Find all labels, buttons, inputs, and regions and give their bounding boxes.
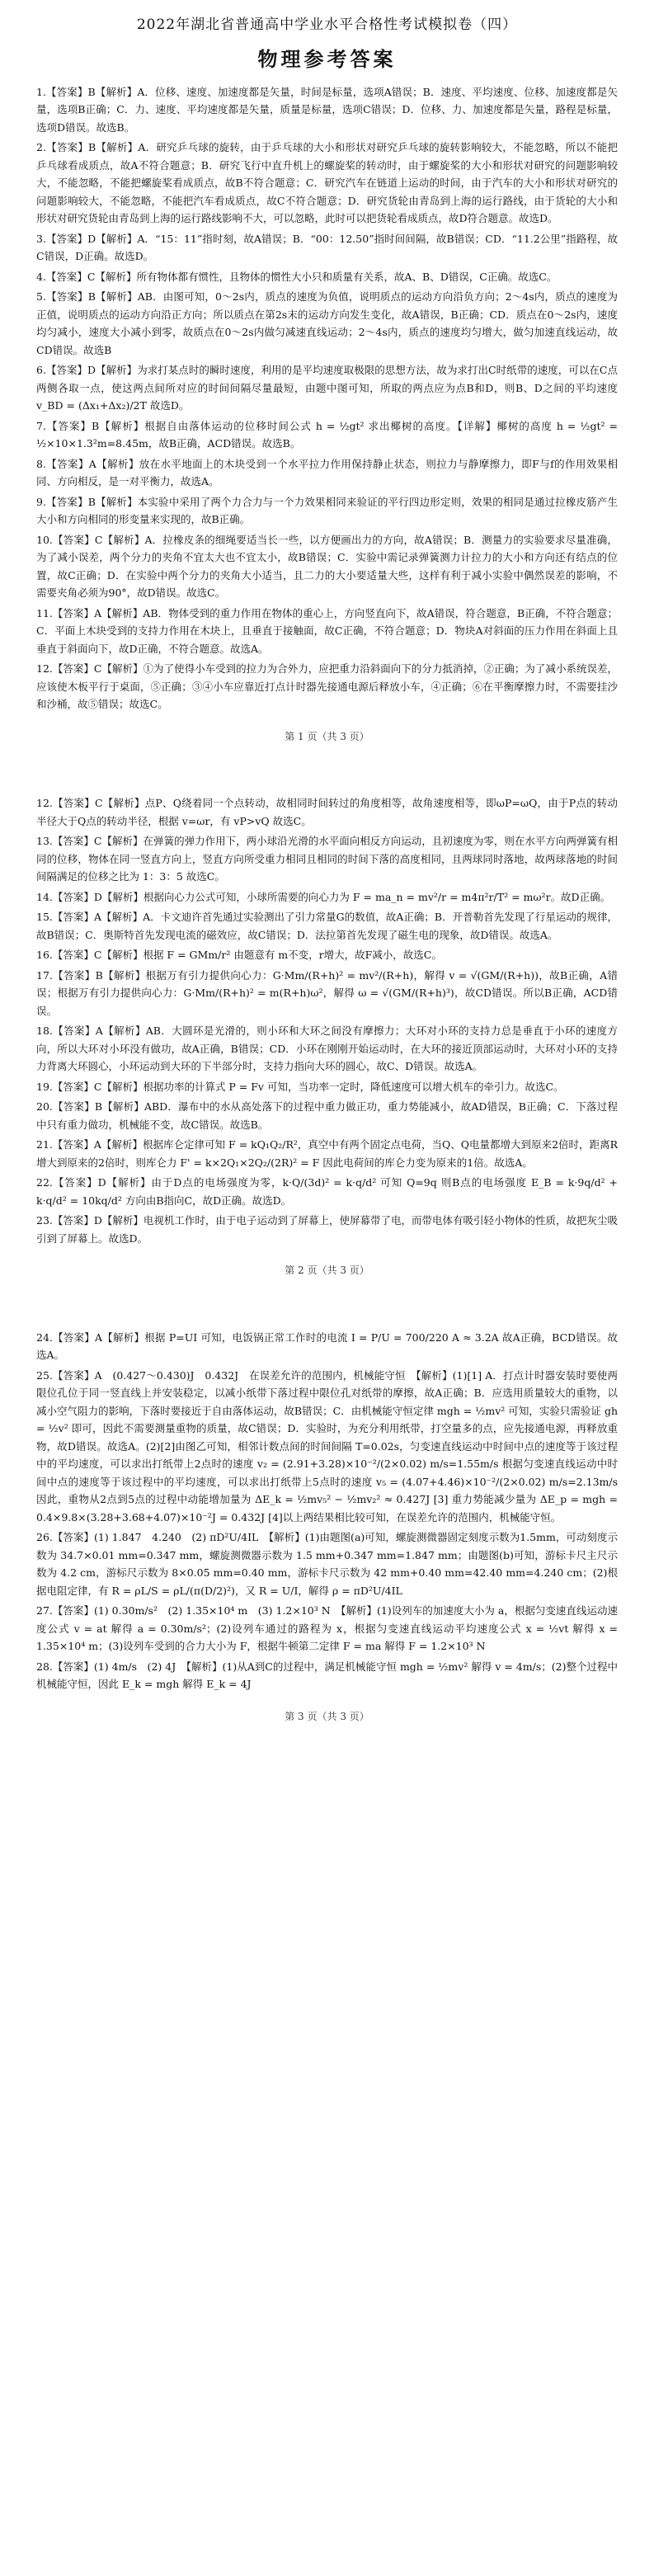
- answer-item: 4.【答案】C【解析】所有物体都有惯性，且物体的惯性大小只和质量有关系，故A、B、D错误，C正确。故选C。: [36, 270, 558, 283]
- answer-item: 18.【答案】A【解析】AB．大圆环是光滑的，则小环和大环之间没有摩擦力；大环对小环的支持力总是垂直于小环的速度方向，所以大环对小环没有做功，故A正确，B错误；CD．小环在刚刚开始运动时，在大环的接近顶部运动时，大环对小环的支持力背离大环圆心，小环运动到大环的下半部分时，支持力指向大环的圆心，故C、D错误。故选A。: [36, 1024, 618, 1073]
- answer-item: 3.【答案】D【解析】A．“15：11”指时刻，故A错误；B．“00：12.50”指时间间隔，故B错误；CD．“11.2公里”指路程，故C错误，D正确。故选D。: [36, 232, 618, 262]
- page-footer: 第 1 页（共 3 页）: [285, 730, 369, 742]
- answer-item: 14.【答案】D【解析】根据向心力公式可知，小球所需要的向心力为 F = ma_n = mv²/r = m4π²r/T² = mω²r。故D正确。: [36, 890, 611, 903]
- answer-item: 23.【答案】D【解析】电视机工作时，由于电子运动到了屏幕上，使屏幕带了电，而带电体有吸引轻小物体的性质，故把灰尘吸引到了屏幕上。故选D。: [36, 1214, 618, 1245]
- answer-item: 11.【答案】A【解析】AB．物体受到的重力作用在物体的重心上，方向竖直向下，故A错误，符合题意，B正确，不符合题意；C．平面上木块受到的支持力作用在木块上，且垂直于接触面，故C正确，不符合题意；D．物块A对斜面的压力作用在斜面上且垂直于斜面向下，故D正确，不符合题意。故选A。: [36, 606, 618, 655]
- page-2: [36, 794, 618, 1279]
- answer-item: 1.【答案】B【解析】A．位移、速度、加速度都是矢量，时间是标量，选项A错误；B．速度、平均速度、位移、加速度都是矢量，选项B正确；C．力、速度、平均速度都是矢量，质量是标量，选项C错误；D．位移、力、加速度都是矢量，路程是标量，选项D错误。故选B。: [36, 85, 618, 134]
- answer-item: 13.【答案】C【解析】在弹簧的弹力作用下，两小球沿光滑的水平面向相反方向运动，且初速度为零，则在水平方向两弹簧有相同的位移，物体在同一竖直方向上，竖直方向所受重力相同且相同的时间下落的高度相同，且两球同时落地，故两球落地的时间间隔满足的位移之比为 1：3：5 故选C。: [36, 835, 618, 883]
- answer-item: 15.【答案】A【解析】A．卡文迪许首先通过实验测出了引力常量G的数值，故A正确；B．开普勒首先发现了行星运动的规律，故B错误；C．奥斯特首先发现电流的磁效应，故C错误；D．法拉第首先发现了磁生电的现象，故D错误。故选A。: [36, 911, 618, 941]
- page-break: [36, 1296, 618, 1329]
- answer-item: 27.【答案】(1) 0.30m/s² (2) 1.35×10⁴ m (3) 1.2×10³ N 【解析】(1)设列车的加速度大小为 a，根据匀变速直线运动速度公式 v = at 解得 a = 0.30m/s²；(2)设列车通过的路程为 x，根据匀变速直线运动平均速度公式 x = ½vt 解得 x = 1.35×10⁴ m；(3)设列车受到的合力大小为 F，根据牛顿第二定律 F = ma 解得 F = 1.2×10³ N: [36, 1604, 618, 1653]
- answer-item: 24.【答案】A【解析】根据 P=UI 可知，电饭锅正常工作时的电流 I = P/U = 700/220 A ≈ 3.2A 故A正确，BCD错误。故选A。: [36, 1330, 618, 1362]
- answer-item: 7.【答案】B【解析】根据自由落体运动的位移时间公式 h = ½gt² 求出椰树的高度。【详解】椰树的高度 h = ½gt² = ½×10×1.3²m=8.45m，故B正确，ACD错误。故选B。: [36, 419, 618, 450]
- answer-item: 12.【答案】C【解析】点P、Q绕着同一个点转动，故相同时间转过的角度相等，故角速度相等，即ωP=ωQ，由于P点的转动半径大于Q点的转动半径，根据 v=ωr，有 vP>vQ 故选C。: [36, 797, 618, 827]
- answer-item: 28.【答案】(1) 4m/s (2) 4J 【解析】(1)从A到C的过程中，满足机械能守恒 mgh = ½mv² 解得 v = 4m/s；(2)整个过程中机械能守恒，因此 E_k = mgh 解得 E_k = 4J: [36, 1660, 618, 1691]
- page-1: [36, 83, 618, 746]
- answer-item: 25.【答案】A (0.427～0.430)J 0.432J 在误差允许的范围内，机械能守恒 【解析】(1)[1] A．打点计时器安装时要使两限位孔位于同一竖直线上并安装稳定，以减小纸带下落过程中限位孔对纸带的摩擦，故A正确；B．应选用质量较大的重物，以减小空气阻力的影响，下落时要接近于自由落体运动，故B错误；C．由机械能守恒定律 mgh = ½mv² 可知，实验只需验证 gh = ½v² 即可，因此不需要测量重物的质量，故C错误；D．实验时，为充分利用纸带，打空量多的点，应先接通电源，再释放重物，故D错误。故选A。(2)[2]由图乙可知，相邻计数点间的时间间隔 T=0.02s，匀变速直线运动中时间中点的速度等于该过程中的平均速度，可以求出打纸带上2点时的速度 v₂ = (2.91+3.28)×10⁻²/(2×0.02) m/s=1.55m/s 根据匀变速直线运动中时间中点的速度等于该过程中的平均速度，可以求出打纸带上5点时的速度 v₅ = (4.07+4.46)×10⁻²/(2×0.02) m/s=2.13m/s 因此，重物从2点到5点的过程中动能增加量为 ΔE_k = ½mv₅² − ½mv₂² ≈ 0.427J [3] 重力势能减少量为 ΔE_p = mgh = 0.4×9.8×(3.28+3.68+4.07)×10⁻²J = 0.432J [4]以上两结果相比较可知，在误差允许的范围内，机械能守恒。: [36, 1368, 618, 1523]
- exam-title: 2022年湖北省普通高中学业水平合格性考试模拟卷（四）: [136, 16, 518, 33]
- answer-item: 2.【答案】B【解析】A．研究乒乓球的旋转，由于乒乓球的大小和形状对研究乒乓球的旋转影响较大，不能忽略，所以不能把乒乓球看成质点，故A不符合题意；B．研究飞行中直升机上的螺旋桨的转动时，由于螺旋桨的大小和形状对研究的问题影响较大，不能忽略，不能把螺旋桨看成质点，故B不符合题意；C．研究汽车在链道上运动的时间，由于汽车的大小和形状对研究的问题影响较大，不能忽略，不能把汽车看成质点，故C不符合题意；D．研究货轮由青岛到上海的运行路线，由于货轮的大小和形状对研究货轮由青岛到上海的运行路线影响不大，可以忽略，此时可以把货轮看成质点，故D符合题意。故选D。: [36, 141, 618, 224]
- page-footer: 第 3 页（共 3 页）: [285, 1710, 369, 1722]
- answer-item: 6.【答案】D【解析】为求打某点时的瞬时速度，利用的是平均速度取极限的思想方法，故为求打出C时纸带的速度，可以在C点两侧各取一点，使这两点间所对应的时间间隔尽量最短，由题中图可知，所取的两点应为点B和D，则B、D之间的平均速度 v_BD = (Δx₁+Δx₂)/2T 故选D。: [36, 364, 618, 412]
- answer-item: 16.【答案】C【解析】根据 F = GMm/r² 由题意有 m不变，r增大，故F减小，故选C。: [36, 949, 442, 962]
- answer-item: 8.【答案】A【解析】放在水平地面上的木块受到一个水平拉力作用保持静止状态，则拉力与静摩擦力，即F与f的作用效果相同、方向相反，是一对平衡力，故选A。: [36, 457, 618, 487]
- answer-item: 17.【答案】B【解析】根据万有引力提供向心力：G·Mm/(R+h)² = mv²/(R+h)，解得 v = √(GM/(R+h))，故B正确，A错误；根据万有引力提供向心力：G·Mm/(R+h)² = m(R+h)ω²，解得 ω = √(GM/(R+h)³)，故CD错误。所以B正确，ACD错误。: [36, 968, 618, 1017]
- answer-item: 22.【答案】D【解析】由于D点的电场强度为零，k·Q/(3d)² = k·q/d² 可知 Q=9q 则B点的电场强度 E_B = k·9q/d² + k·q/d² = 10kq/d² 方向由B指向C，故D正确。故选D。: [36, 1176, 618, 1207]
- answer-item: 9.【答案】B【解析】本实验中采用了两个力合力与一个力效果相同来验证的平行四边形定则，效果的相同是通过拉橡皮筋产生大小和方向相同的形变量来实现的，故B正确。: [36, 495, 618, 525]
- answer-item: 20.【答案】B【解析】ABD．瀑布中的水从高处落下的过程中重力做正功，重力势能减小，故AD错误，B正确；C．下落过程中只有重力做功，机械能不变，故C错误。故选B。: [36, 1100, 618, 1131]
- page-footer: 第 2 页（共 3 页）: [285, 1264, 369, 1277]
- document-subtitle: 物理参考答案: [257, 47, 397, 72]
- answer-item: 12.【答案】C【解析】①为了使得小车受到的拉力为合外力，应把重力沿斜面向下的分力抵消掉，②正确；为了减小系统误差，应该使木板平行于桌面，⑤正确；③④小车应靠近打点计时器先接通电源后释放小车，④正确；⑥在平衡摩擦力时，不需要挂沙和沙桶，故⑤错误；故选C。: [36, 662, 618, 710]
- answer-item: 19.【答案】C【解析】根据功率的计算式 P = Fv 可知，当功率一定时，降低速度可以增大机车的牵引力。故选C。: [36, 1080, 564, 1093]
- answer-item: 21.【答案】A【解析】根据库仑定律可知 F = kQ₁Q₂/R²，真空中有两个固定点电荷，当Q、Q电量都增大到原来2倍时，距离R增大到原来的2倍时，则库仑力 F' = k×2Q₁×2Q₂/(2R)² = F 因此电荷间的库仑力变为原来的1倍。故选A。: [36, 1138, 618, 1169]
- answer-item: 26.【答案】(1) 1.847 4.240 (2) πD²U/4IL 【解析】(1)由题图(a)可知，螺旋测微器固定刻度示数为1.5mm，可动刻度示数为 34.7×0.01 mm=0.347 mm，螺旋测微器示数为 1.5 mm+0.347 mm=1.847 mm；由题图(b)可知，游标卡尺主尺示数为 4.2 cm，游标尺示数为 8×0.05 mm=0.40 mm，游标卡尺示数为 42 mm+0.40 mm=42.40 mm=4.240 cm；(2)根据电阻定律，有 R = ρL/S = ρL/(π(D/2)²)，又 R = U/I，解得 ρ = πD²U/4IL: [36, 1531, 618, 1597]
- answer-item: 10.【答案】C【解析】A．拉橡皮条的细绳要适当长一些，以方便画出力的方向，故A错误；B．测量力的实验要求尽量准确，为了减小误差，两个分力的夹角不宜太大也不宜太小，故B错误；C．实验中需记录弹簧测力计拉力的大小和方向还有结点的位置，故C正确；D．在实验中两个分力的夹角大小适当，且二力的大小要适量大些，这样有利于减小实验中偶然误差的影响，不需要夹角必须为90°，故D错误。故选C。: [36, 533, 618, 599]
- answer-item: 5.【答案】B【解析】AB．由图可知，0～2s内，质点的速度为负值，说明质点的运动方向沿负方向；2～4s内，质点的速度为正值，说明质点的运动方向沿正方向；所以质点在第2s末的运动方向发生变化，故A错误，B正确；CD．质点在0～2s内，速度均匀减小，速度大小减小到零，故质点在0～2s内做匀减速直线运动；2～4s内，质点的速度均匀增大，做匀加速直线运动，故CD错误。故选B: [36, 290, 618, 356]
- page-break: [36, 761, 618, 794]
- page-3: [36, 1329, 618, 1726]
